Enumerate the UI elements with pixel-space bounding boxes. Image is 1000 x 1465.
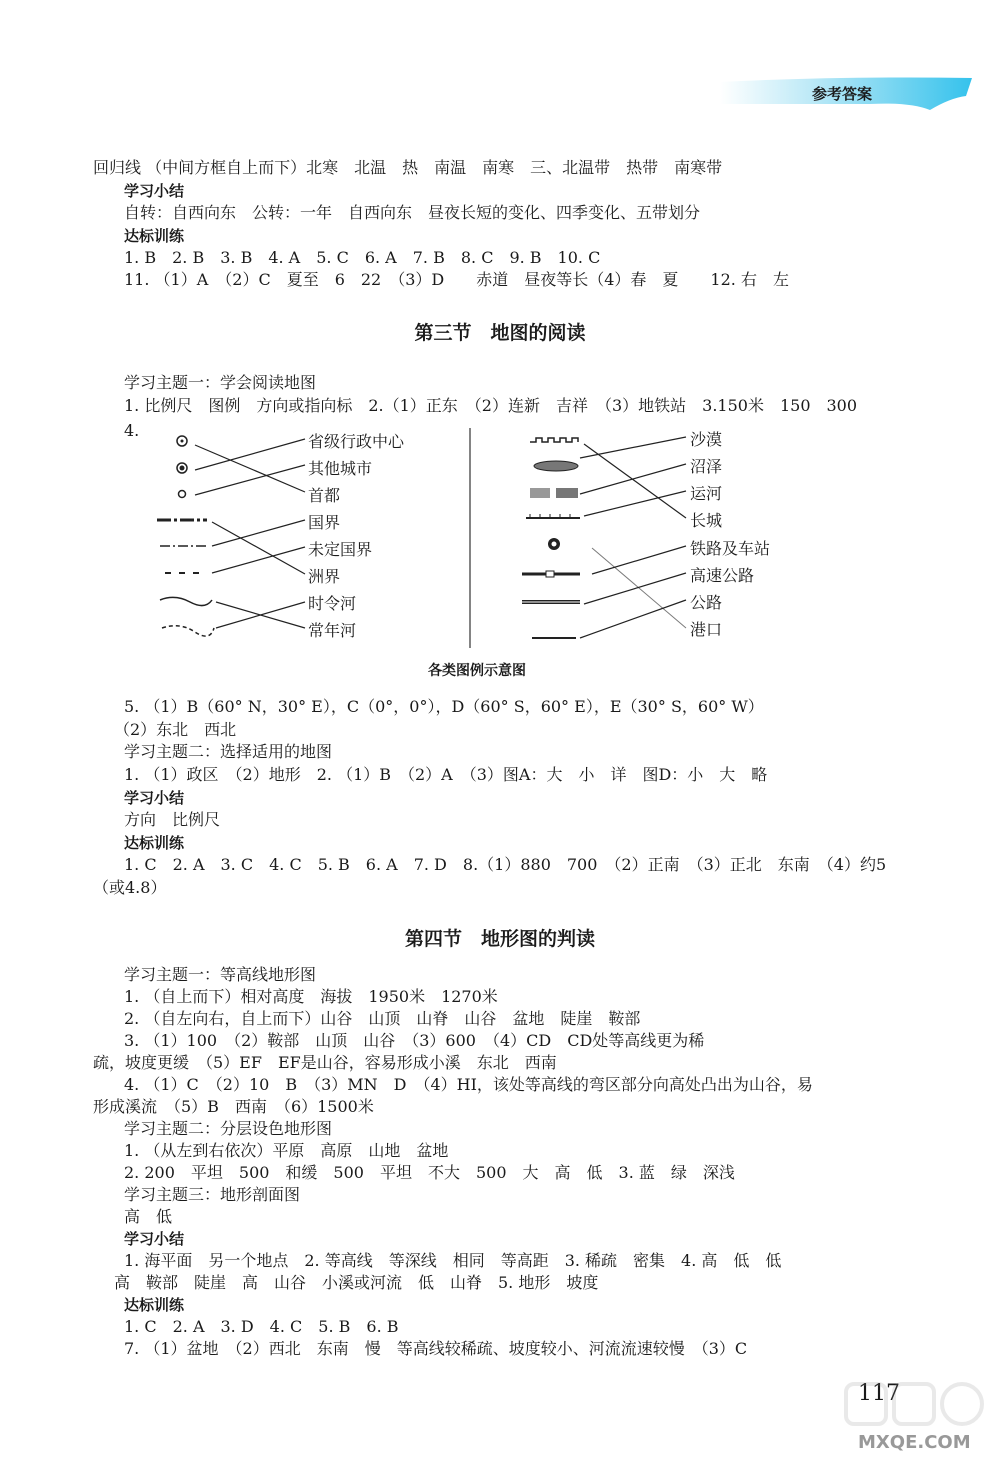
watermark-text: MXQE.COM: [858, 1432, 971, 1453]
answer-line: 1. 比例尺 图例 方向或指向标 2.（1）正东 （2）连新 吉祥 （3）地铁站 3.150米 150 300: [124, 396, 858, 415]
answer-line: 4. （1）C （2）10 B （3）MN D （4）HI，该处等高线的弯区部分向高处凸出为山谷，易: [124, 1075, 813, 1094]
legend-label-left: 首都: [308, 486, 341, 505]
legend-label-left: 时令河: [308, 594, 357, 613]
answer-line: 11. （1）A （2）C 夏至 6 22 （3）D 赤道 昼夜等长（4）春 夏 12. 右 左: [124, 270, 789, 289]
diagram-caption: 各类图例示意图: [428, 663, 526, 679]
legend-label-left: 国界: [308, 513, 341, 532]
legend-label-right: 运河: [690, 484, 723, 503]
other-city-symbol: [177, 463, 187, 473]
banner-label: 参考答案: [812, 85, 873, 103]
answer-line: 1. C 2. A 3. C 4. C 5. B 6. A 7. D 8.（1）880 700 （2）正南 （3）正北 东南 （4）约5: [124, 855, 887, 874]
answer-line: 疏，坡度更缓 （5）EF EF是山谷，容易形成小溪 东北 西南: [93, 1053, 557, 1072]
answer-line: （2）东北 西北: [114, 720, 237, 739]
legend-label-right: 公路: [690, 593, 723, 612]
heading-summary: 学习小结: [124, 1230, 185, 1248]
swamp-symbol: [534, 461, 578, 471]
legend-label-right: 高速公路: [690, 566, 755, 585]
section-title-4: 第四节 地形图的判读: [404, 928, 595, 950]
legend-label-left: 常年河: [308, 621, 357, 640]
legend-label-right: 长城: [690, 511, 723, 530]
page-number: 117: [858, 1381, 900, 1406]
section-title-3: 第三节 地图的阅读: [414, 322, 586, 344]
legend-label-left: 未定国界: [308, 540, 373, 559]
capital-symbol: [179, 491, 186, 498]
answer-line: 5. （1）B（60° N，30° E），C（0°，0°），D（60° S，60° E），E（30° S，60° W）: [124, 697, 764, 716]
answer-line: 1. C 2. A 3. D 4. C 5. B 6. B: [124, 1317, 399, 1336]
heading-summary: 学习小结: [124, 182, 185, 200]
answer-line: 1. （1）政区 （2）地形 2. （1）B （2）A （3）图A：大 小 详 图D：小 大 略: [124, 765, 768, 784]
topic-heading: 学习主题三：地形剖面图: [124, 1185, 301, 1204]
answer-line: （或4.8）: [93, 878, 167, 897]
legend-label-right: 沼泽: [690, 457, 723, 476]
legend-label-right: 铁路及车站: [690, 539, 771, 558]
answer-line: 高 鞍部 陡崖 高 山谷 小溪或河流 低 山脊 5. 地形 坡度: [114, 1273, 599, 1292]
desert-symbol: [530, 438, 578, 442]
topic-heading: 学习主题一：学会阅读地图: [124, 373, 317, 392]
heading-practice: 达标训练: [124, 227, 185, 245]
answer-line: 1. （从左到右依次）平原 高原 山地 盆地: [124, 1141, 449, 1160]
legend-label-left: 其他城市: [308, 459, 373, 478]
legend-label-right: 港口: [690, 620, 723, 639]
legend-diagram: [0, 0, 1000, 700]
question-number: 4.: [124, 421, 140, 440]
seasonal-river-symbol: [160, 597, 212, 605]
answer-line: 1. （自上而下）相对高度 海拔 1950米 1270米: [124, 987, 498, 1006]
railway-symbol: [522, 571, 580, 577]
answer-line: 形成溪流 （5）B 西南 （6）1500米: [93, 1097, 374, 1116]
answer-line: 方向 比例尺: [124, 810, 221, 829]
answer-line: 1. B 2. B 3. B 4. A 5. C 6. A 7. B 8. C 9. B 10. C: [124, 248, 601, 267]
answer-line: 7. （1）盆地 （2）西北 东南 慢 等高线较稀疏、坡度较小、河流流速较慢 （3）C: [124, 1339, 748, 1358]
legend-label-left: 省级行政中心: [308, 432, 405, 451]
legend-label-right: 沙漠: [690, 430, 723, 449]
answer-line: 高 低: [124, 1207, 173, 1226]
topic-heading: 学习主题二：分层设色地形图: [124, 1119, 333, 1138]
answer-line: 2. 200 平坦 500 和缓 500 平坦 不大 500 大 高 低 3. 蓝 绿 深浅: [124, 1163, 735, 1182]
answer-line: 回归线 （中间方框自上而下）北寒 北温 热 南温 南寒 三、北温带 热带 南寒带: [93, 158, 723, 177]
provincial-center-symbol: [177, 436, 187, 446]
legend-label-left: 洲界: [308, 567, 341, 586]
perennial-river-symbol: [162, 626, 214, 636]
heading-practice: 达标训练: [124, 834, 185, 852]
topic-heading: 学习主题二：选择适用的地图: [124, 742, 333, 761]
answer-line: 1. 海平面 另一个地点 2. 等高线 等深线 相同 等高距 3. 稀疏 密集 4. 高 低 低: [124, 1251, 782, 1270]
great-wall-symbol: [526, 514, 580, 518]
topic-heading: 学习主题一：等高线地形图: [124, 965, 317, 984]
answer-line: 自转：自西向东 公转：一年 自西向东 昼夜长短的变化、四季变化、五带划分: [124, 203, 701, 222]
answer-line: 2. （自左向右，自上而下）山谷 山顶 山脊 山谷 盆地 陡崖 鞍部: [124, 1009, 641, 1028]
heading-summary: 学习小结: [124, 789, 185, 807]
canal-symbol: [530, 488, 578, 498]
heading-practice: 达标训练: [124, 1296, 185, 1314]
answer-line: 3. （1）100 （2）鞍部 山顶 山谷 （3）600 （4）CD CD处等高线更为稀: [124, 1031, 705, 1050]
port-symbol: [548, 538, 560, 550]
